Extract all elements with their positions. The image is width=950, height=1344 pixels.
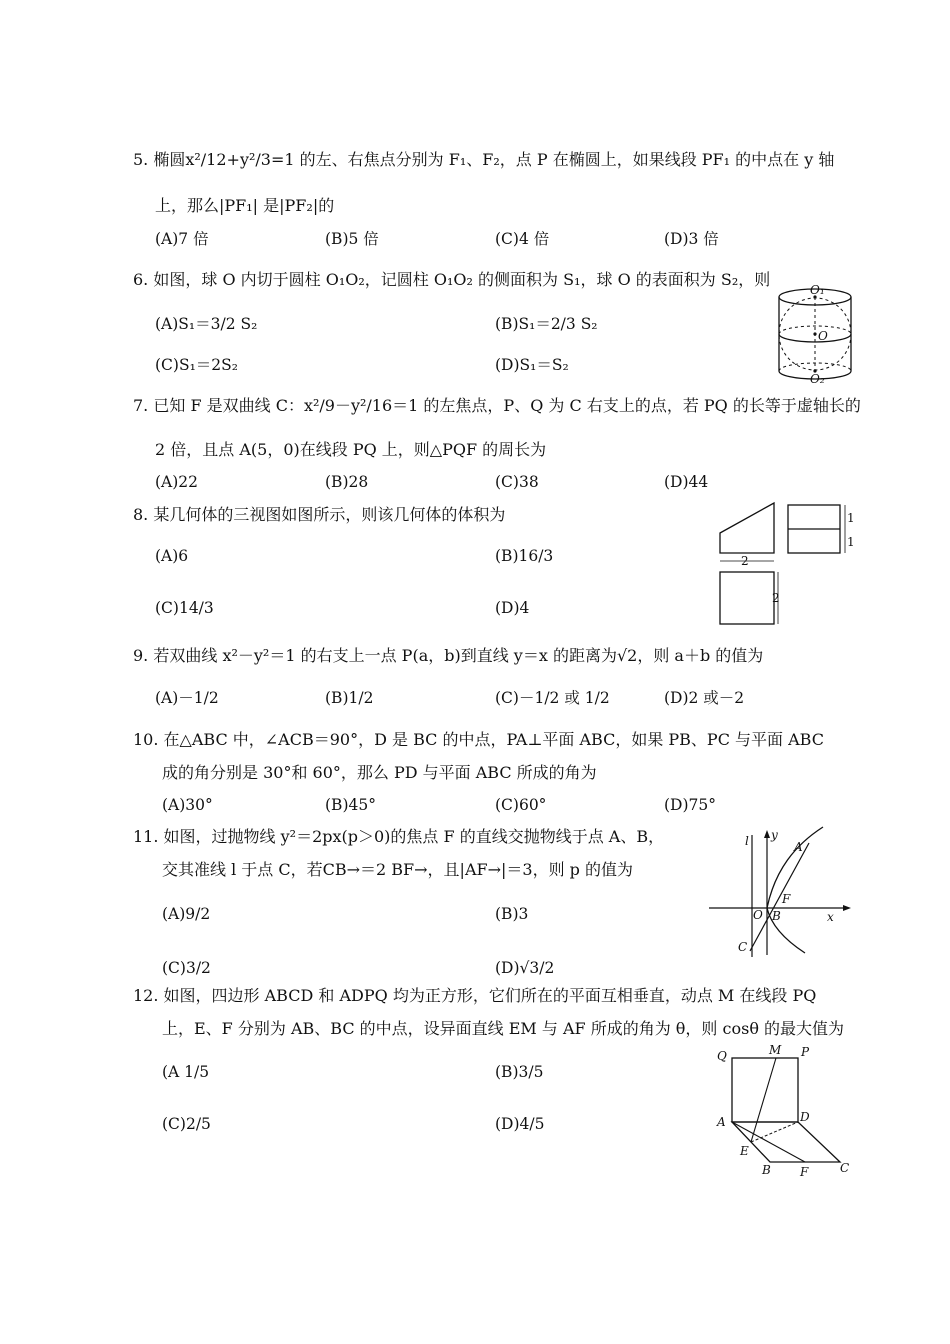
q11-option-b: (B)3 xyxy=(495,905,529,923)
q5-stem-line-1: 5. 椭圆x²/12+y²/3=1 的左、右焦点分别为 F₁、F₂，点 P 在椭圆上，如果线段 PF₁ 的中点在 y 轴 xyxy=(133,150,835,169)
q10-stem-line-2: 成的角分别是 30°和 60°，那么 PD 与平面 ABC 所成的角为 xyxy=(162,763,597,782)
q10-option-d: (D)75° xyxy=(664,796,716,814)
q12-option-c: (C)2/5 xyxy=(162,1115,211,1133)
q9-option-d: (D)2 或－2 xyxy=(664,689,745,707)
label-a: A xyxy=(794,840,803,854)
label-c: C xyxy=(840,1161,850,1175)
label-y: y xyxy=(771,828,778,842)
label-o: O xyxy=(818,329,828,343)
q5-option-c: (C)4 倍 xyxy=(495,230,550,248)
label-f: F xyxy=(800,1165,809,1178)
q6-option-d: (D)S₁＝S₂ xyxy=(495,356,569,374)
label-b: B xyxy=(762,1163,771,1177)
q5-option-a: (A)7 倍 xyxy=(155,230,209,248)
q12-stem-line-1: 12. 如图，四边形 ABCD 和 ADPQ 均为正方形，它们所在的平面互相垂直，动点 M 在线段 PQ xyxy=(133,986,817,1005)
q8-option-c: (C)14/3 xyxy=(155,599,214,617)
q5-option-b: (B)5 倍 xyxy=(325,230,379,248)
q9-stem-line-1: 9. 若双曲线 x²－y²＝1 的右支上一点 P(a，b)到直线 y＝x 的距离为√2，则 a＋b 的值为 xyxy=(133,646,764,665)
label-a: A xyxy=(717,1115,726,1129)
squares-figure xyxy=(712,1038,857,1178)
q9-option-a: (A)－1/2 xyxy=(155,689,219,707)
q6-option-c: (C)S₁＝2S₂ xyxy=(155,356,238,374)
q8-option-d: (D)4 xyxy=(495,599,530,617)
q7-option-a: (A)22 xyxy=(155,473,199,491)
label-p: P xyxy=(801,1045,810,1059)
q11-stem-line-2: 交其准线 l 于点 C，若CB→＝2 BF→，且|AF→|＝3，则 p 的值为 xyxy=(162,860,633,879)
q5-stem-line-2: 上，那么|PF₁| 是|PF₂|的 xyxy=(155,196,335,215)
q11-option-d: (D)√3/2 xyxy=(495,959,555,977)
q6-option-b: (B)S₁＝2/3 S₂ xyxy=(495,315,598,333)
q8-stem-line-1: 8. 某几何体的三视图如图所示，则该几何体的体积为 xyxy=(133,505,506,524)
q11-stem-line-1: 11. 如图，过抛物线 y²＝2px(p＞0)的焦点 F 的直线交抛物线于点 A、B， xyxy=(133,827,665,846)
q12-option-b: (B)3/5 xyxy=(495,1063,544,1081)
q7-option-c: (C)38 xyxy=(495,473,539,491)
dim-label-2b: 2 xyxy=(772,591,780,605)
q8-option-a: (A)6 xyxy=(155,547,189,565)
q11-option-a: (A)9/2 xyxy=(162,905,211,923)
q12-option-a: (A 1/5 xyxy=(162,1063,210,1081)
label-c: C xyxy=(738,940,748,954)
label-l: l xyxy=(745,834,749,848)
q5-option-d: (D)3 倍 xyxy=(664,230,719,248)
q7-stem-line-1: 7. 已知 F 是双曲线 C：x²/9－y²/16＝1 的左焦点，P、Q 为 C 右支上的点，若 PQ 的长等于虚轴长的 xyxy=(133,396,861,415)
q10-stem-line-1: 10. 在△ABC 中，∠ACB＝90°，D 是 BC 的中点，PA⊥平面 ABC，如果 PB、PC 与平面 ABC xyxy=(133,730,824,749)
label-f: F xyxy=(782,892,791,906)
label-o2: O₂ xyxy=(810,372,825,386)
dim-label-1a: 1 xyxy=(847,511,855,525)
label-o: O xyxy=(753,908,763,922)
cylinder-sphere-figure xyxy=(770,282,860,388)
q12-option-d: (D)4/5 xyxy=(495,1115,545,1133)
three-view-figure xyxy=(712,495,862,630)
q6-stem-line-1: 6. 如图，球 O 内切于圆柱 O₁O₂，记圆柱 O₁O₂ 的侧面积为 S₁，球 O 的表面积为 S₂，则 xyxy=(133,270,771,289)
q7-stem-line-2: 2 倍，且点 A(5，0)在线段 PQ 上，则△PQF 的周长为 xyxy=(155,440,547,459)
label-q: Q xyxy=(717,1049,727,1063)
q11-option-c: (C)3/2 xyxy=(162,959,211,977)
q9-option-c: (C)－1/2 或 1/2 xyxy=(495,689,610,707)
label-d: D xyxy=(800,1110,810,1124)
label-o1: O₁ xyxy=(810,283,825,297)
q10-option-c: (C)60° xyxy=(495,796,547,814)
q7-option-d: (D)44 xyxy=(664,473,709,491)
dim-label-1b: 1 xyxy=(847,535,855,549)
label-x: x xyxy=(827,910,834,924)
q9-option-b: (B)1/2 xyxy=(325,689,374,707)
q12-stem-line-2: 上，E、F 分别为 AB、BC 的中点，设异面直线 EM 与 AF 所成的角为 θ，则 cosθ 的最大值为 xyxy=(162,1019,845,1038)
dim-label-2a: 2 xyxy=(741,554,749,568)
q7-option-b: (B)28 xyxy=(325,473,369,491)
label-e: E xyxy=(740,1144,749,1158)
q6-option-a: (A)S₁＝3/2 S₂ xyxy=(155,315,258,333)
parabola-figure xyxy=(705,825,855,960)
label-m: M xyxy=(769,1043,782,1057)
q8-option-b: (B)16/3 xyxy=(495,547,554,565)
q10-option-a: (A)30° xyxy=(162,796,213,814)
q10-option-b: (B)45° xyxy=(325,796,376,814)
label-b: B xyxy=(772,909,781,923)
